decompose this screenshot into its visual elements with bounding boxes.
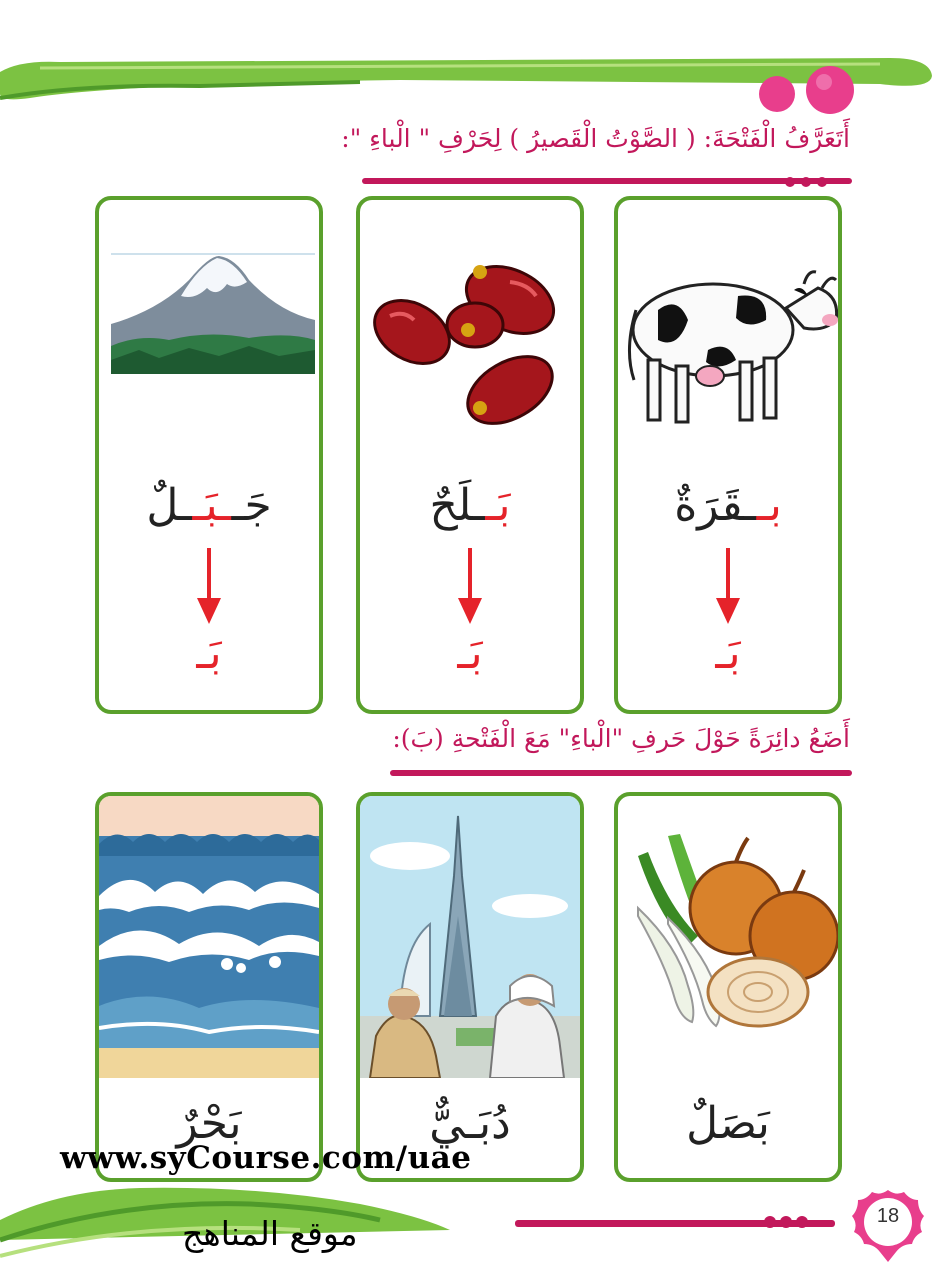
word-basal: بَصَلٌ (686, 1098, 770, 1149)
dubai-picture (360, 796, 580, 1078)
word-dubai: دُبَـيٌّ (429, 1098, 511, 1149)
cow-picture (618, 200, 838, 460)
bottom-banner (0, 1160, 945, 1276)
watermark-arabic: موقع المناهج (182, 1214, 358, 1253)
down-arrow-icon (716, 548, 740, 624)
word-jabal: جَــبَــلٌ (146, 480, 272, 531)
underline-dots (780, 174, 840, 190)
section-1-heading: أَتَعَرَّفُ الْفَتْحَةَ: ( الصَّوْتُ الْقَصيرُ ) لِحَرْفِ " الْباءِ ": (341, 124, 850, 153)
syllable-ba: بَـ (196, 628, 222, 679)
dates-picture (360, 200, 580, 460)
word-bahr: بَحْرٌ (176, 1098, 242, 1149)
card-dates (356, 196, 584, 714)
mountain-picture (99, 200, 319, 460)
word-balah: بَــلَحٌ (429, 480, 511, 531)
pink-circle-small (759, 76, 795, 112)
down-arrow-icon (197, 548, 221, 624)
top-banner (0, 54, 945, 114)
page-number: 18 (876, 1205, 900, 1227)
sea-picture (99, 796, 319, 1078)
onion-picture (618, 796, 838, 1078)
section-2-heading: أَضَعُ دائِرَةً حَوْلَ حَرفِ "الْباءِ" مَعَ الْفَتْحةِ (بَ): (392, 724, 850, 753)
card-sea (95, 792, 323, 1182)
down-arrow-icon (458, 548, 482, 624)
syllable-ba: بَـ (457, 628, 483, 679)
section-1-underline (362, 178, 852, 184)
card-dubai (356, 792, 584, 1182)
section-2-underline (390, 770, 852, 776)
card-onion (614, 792, 842, 1182)
watermark-url: www.syCourse.com/uae (60, 1140, 472, 1176)
syllable-ba: بَـ (715, 628, 741, 679)
word-baqara: بــقَرَةٌ (674, 480, 782, 531)
card-cow (614, 196, 842, 714)
card-mountain (95, 196, 323, 714)
pink-circle-large (806, 66, 854, 114)
